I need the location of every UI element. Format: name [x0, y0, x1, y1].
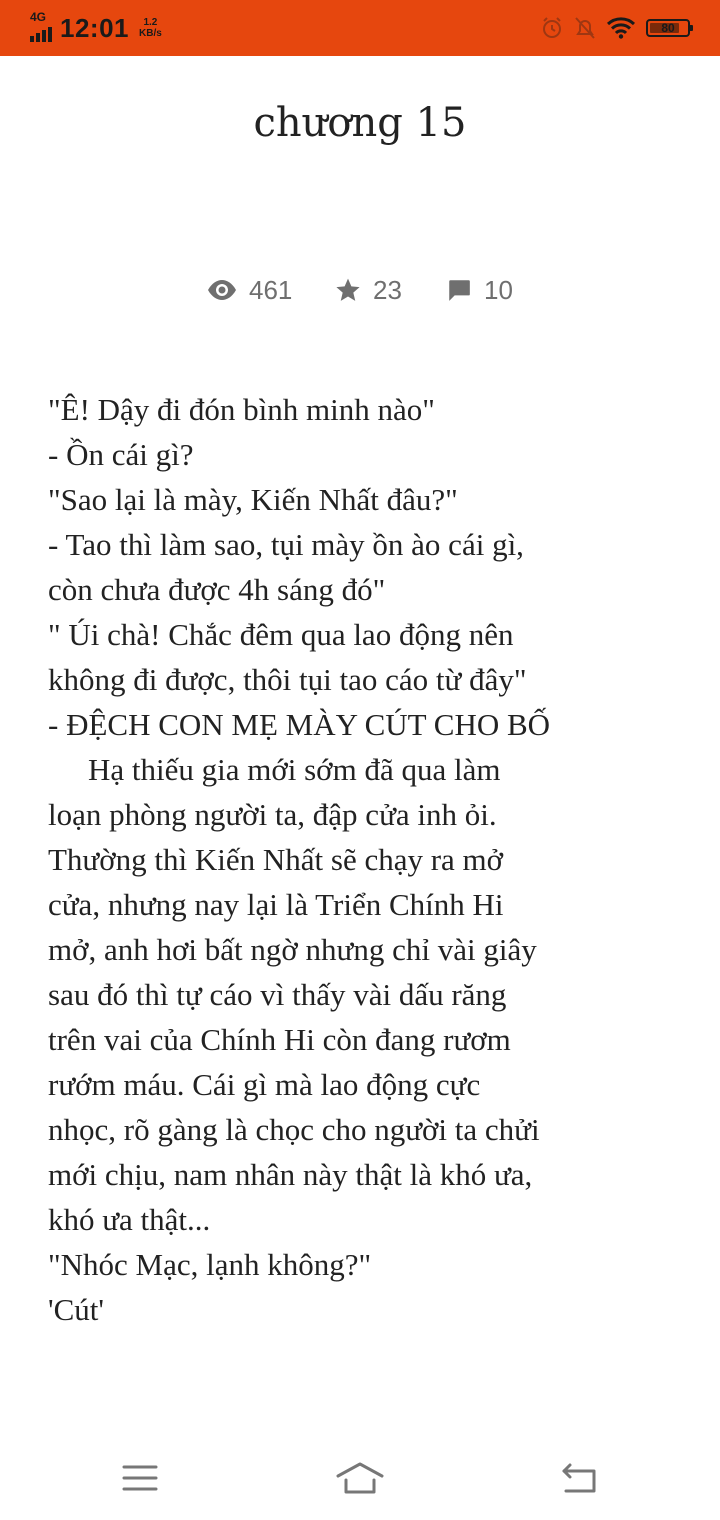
comments-stat	[446, 272, 513, 308]
comments-count: 10	[484, 274, 513, 305]
votes-count: 23	[373, 274, 402, 305]
views-count: 461	[249, 274, 293, 305]
back-button[interactable]	[549, 1456, 609, 1500]
star-icon	[335, 277, 361, 303]
battery-icon	[646, 19, 690, 37]
menu-button[interactable]	[110, 1456, 170, 1500]
story-line: 'Cút'	[48, 1292, 104, 1327]
alarm-icon	[540, 16, 564, 40]
story-line: - ĐỆCH CON MẸ MÀY CÚT CHO BỐ	[48, 707, 551, 742]
votes-stat	[335, 272, 402, 308]
eye-icon	[207, 279, 237, 301]
story-line: rướm máu. Cái gì mà lao động cực	[48, 1067, 481, 1102]
network-speed-unit: KB/s	[139, 28, 162, 39]
story-line: loạn phòng người ta, đập cửa inh ỏi.	[48, 797, 497, 832]
network-speed-value: 1.2	[143, 17, 158, 28]
status-time: 12:01	[60, 12, 129, 43]
status-bar	[0, 0, 720, 56]
story-text	[48, 387, 688, 1332]
home-button[interactable]	[330, 1456, 390, 1500]
home-icon	[335, 1461, 385, 1495]
story-line: Hạ thiếu gia mới sớm đã qua làm	[88, 752, 501, 787]
story-line: - Ồn cái gì?	[48, 437, 194, 472]
silent-icon	[574, 16, 596, 40]
story-line: sau đó thì tự cáo vì thấy vài dấu răng	[48, 977, 507, 1012]
story-line: mở, anh hơi bất ngờ nhưng chỉ vài giây	[48, 932, 537, 967]
menu-icon	[122, 1464, 158, 1492]
status-right	[540, 14, 690, 42]
story-line: Thường thì Kiến Nhất sẽ chạy ra mở	[48, 842, 504, 877]
wifi-icon	[606, 17, 636, 39]
chapter-stats	[0, 272, 720, 308]
views-stat	[207, 272, 292, 308]
network-type: 4G	[30, 10, 47, 24]
story-line: - Tao thì làm sao, tụi mày ồn ào cái gì,	[48, 527, 524, 562]
comment-icon	[446, 277, 472, 303]
battery-tip	[690, 25, 693, 31]
story-line: còn chưa được 4h sáng đó"	[48, 572, 386, 607]
signal-icon	[30, 27, 52, 42]
story-line: "Ê! Dậy đi đón bình minh nào"	[48, 392, 435, 427]
battery-label: 80	[661, 21, 675, 35]
story-line: mới chịu, nam nhân này thật là khó ưa,	[48, 1157, 533, 1192]
story-line: "Nhóc Mạc, lạnh không?"	[48, 1247, 372, 1282]
story-line: không đi được, thôi tụi tao cáo từ đây"	[48, 662, 527, 697]
story-line: "Sao lại là mày, Kiến Nhất đâu?"	[48, 482, 458, 517]
system-nav-bar	[0, 1440, 720, 1520]
story-line: cửa, nhưng nay lại là Triển Chính Hi	[48, 887, 504, 922]
story-line: trên vai của Chính Hi còn đang rươm	[48, 1022, 511, 1057]
chapter-title: chương 15	[253, 100, 467, 146]
back-icon	[560, 1462, 598, 1494]
story-line: khó ưa thật...	[48, 1202, 211, 1237]
story-line: nhọc, rõ gàng là chọc cho người ta chửi	[48, 1112, 540, 1147]
story-line: " Úi chà! Chắc đêm qua lao động nên	[48, 617, 514, 652]
status-left	[30, 12, 162, 44]
network-speed	[139, 17, 162, 39]
